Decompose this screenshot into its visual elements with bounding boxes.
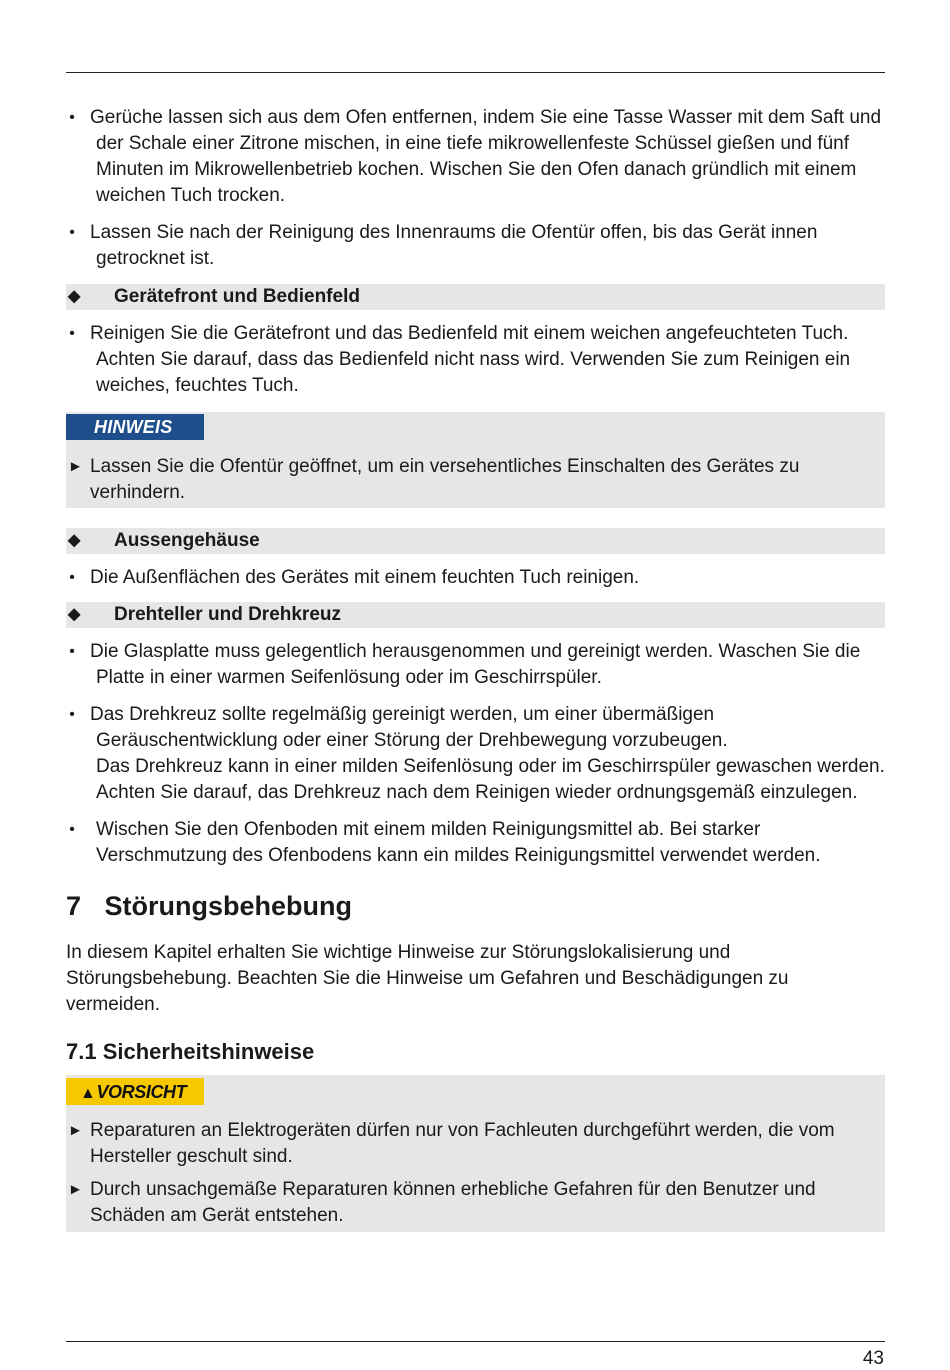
vorsicht-label-badge xyxy=(66,1078,204,1105)
list-item xyxy=(66,321,885,399)
warning-text: Reparaturen an Elektrogeräten dürfen nur von Fachleuten durchgeführt werden, die vom Hersteller geschult sind. xyxy=(90,1120,835,1167)
bullet-dot-icon: • xyxy=(69,706,75,723)
section-title: Drehteller und Drehkreuz xyxy=(114,604,341,625)
right-arrow-icon: ► xyxy=(68,1181,83,1198)
vorsicht-label: VORSICHT xyxy=(96,1082,187,1102)
list-item xyxy=(66,817,885,869)
list-item-text: Die Glasplatte muss gelegentlich herausgenommen und gereinigt werden. Waschen Sie die Platte in einer warmen Seifenlösung oder im Geschirrspüler. xyxy=(90,641,861,688)
subsection-heading xyxy=(66,1038,885,1066)
bullet-dot-icon: • xyxy=(69,821,75,838)
section-heading-front xyxy=(66,284,885,310)
vorsicht-warning-box xyxy=(66,1075,885,1232)
right-arrow-icon: ► xyxy=(68,1122,83,1139)
diamond-icon: ◆ xyxy=(68,532,81,549)
list-item-text: Lassen Sie nach der Reinigung des Innenraums die Ofentür offen, bis das Gerät innen getrocknet ist. xyxy=(90,222,818,269)
list-item-continuation: Das Drehkreuz kann in einer milden Seifenlösung oder im Geschirrspüler gewaschen werden. Achten Sie darauf, das Drehkreuz nach dem Reinigen wieder ordnungsgemäß einzulegen. xyxy=(96,756,885,803)
list-item xyxy=(66,639,885,691)
chapter-intro: In diesem Kapitel erhalten Sie wichtige Hinweise zur Störungslokalisierung und Störungsbehebung. Beachten Sie die Hinweise um Gefahren und Beschädigungen zu vermeiden. xyxy=(66,942,789,1015)
list-item xyxy=(66,702,885,806)
section-title: Gerätefront und Bedienfeld xyxy=(114,286,360,307)
list-item-text: Gerüche lassen sich aus dem Ofen entfernen, indem Sie eine Tasse Wasser mit dem Saft und der Schale einer Zitrone mischen, in eine tiefe mikrowellenfeste Schüssel gießen und fünf Minuten im Mikrowellenbetrieb kochen. Wischen Sie den Ofen danach gründlich mit einem weichen Tuch trocken. xyxy=(90,107,882,206)
list-item-text: Wischen Sie den Ofenboden mit einem milden Reinigungsmittel ab. Bei starker Verschmutzung des Ofenbodens kann ein mildes Reinigungsmittel verwendet werden. xyxy=(96,819,821,866)
hinweis-label: HINWEIS xyxy=(66,414,204,440)
section-title: Aussengehäuse xyxy=(114,530,260,551)
warning-text: Durch unsachgemäße Reparaturen können erhebliche Gefahren für den Benutzer und Schäden am Gerät entstehen. xyxy=(90,1179,816,1226)
diamond-icon: ◆ xyxy=(68,288,81,305)
list-item xyxy=(66,565,885,591)
bullet-dot-icon: • xyxy=(69,109,75,126)
list-item xyxy=(66,220,885,272)
bullet-dot-icon: • xyxy=(69,325,75,342)
right-arrow-icon: ► xyxy=(68,458,83,475)
page-content xyxy=(66,105,885,1232)
list-item-text: Das Drehkreuz sollte regelmäßig gereinigt werden, um einer übermäßigen Geräuschentwicklung oder einer Störung der Drehbewegung vorzubeugen. xyxy=(90,704,728,751)
notice-item xyxy=(66,454,885,506)
diamond-icon: ◆ xyxy=(68,606,81,623)
hinweis-notice-box xyxy=(66,412,885,508)
chapter-title: Störungsbehebung xyxy=(104,891,352,921)
subsection-number: 7.1 xyxy=(66,1039,97,1064)
list-item-text: Die Außenflächen des Gerätes mit einem feuchten Tuch reinigen. xyxy=(90,567,640,588)
bullet-dot-icon: • xyxy=(69,569,75,586)
header-rule xyxy=(66,72,885,73)
list-item-text: Reinigen Sie die Gerätefront und das Bedienfeld mit einem weichen angefeuchteten Tuch. Achten Sie darauf, dass das Bedienfeld nicht nass wird. Verwenden Sie zum Reinigen ein weiches, feuchtes Tuch. xyxy=(90,323,851,396)
bullet-dot-icon: • xyxy=(69,643,75,660)
chapter-number: 7 xyxy=(66,891,82,921)
page-number: 43 xyxy=(862,1348,884,1369)
subsection-title: Sicherheitshinweise xyxy=(102,1039,315,1064)
notice-text: Lassen Sie die Ofentür geöffnet, um ein versehentliches Einschalten des Gerätes zu verhindern. xyxy=(90,456,800,503)
section-heading-aussen xyxy=(66,528,885,554)
chapter-heading xyxy=(66,889,885,923)
list-item xyxy=(66,105,885,209)
warning-item xyxy=(66,1118,885,1170)
bullet-dot-icon: • xyxy=(69,224,75,241)
section-heading-drehteller xyxy=(66,602,885,628)
footer-rule xyxy=(66,1341,885,1342)
warning-item xyxy=(66,1177,885,1229)
warning-triangle-icon: ▲ xyxy=(80,1085,96,1102)
